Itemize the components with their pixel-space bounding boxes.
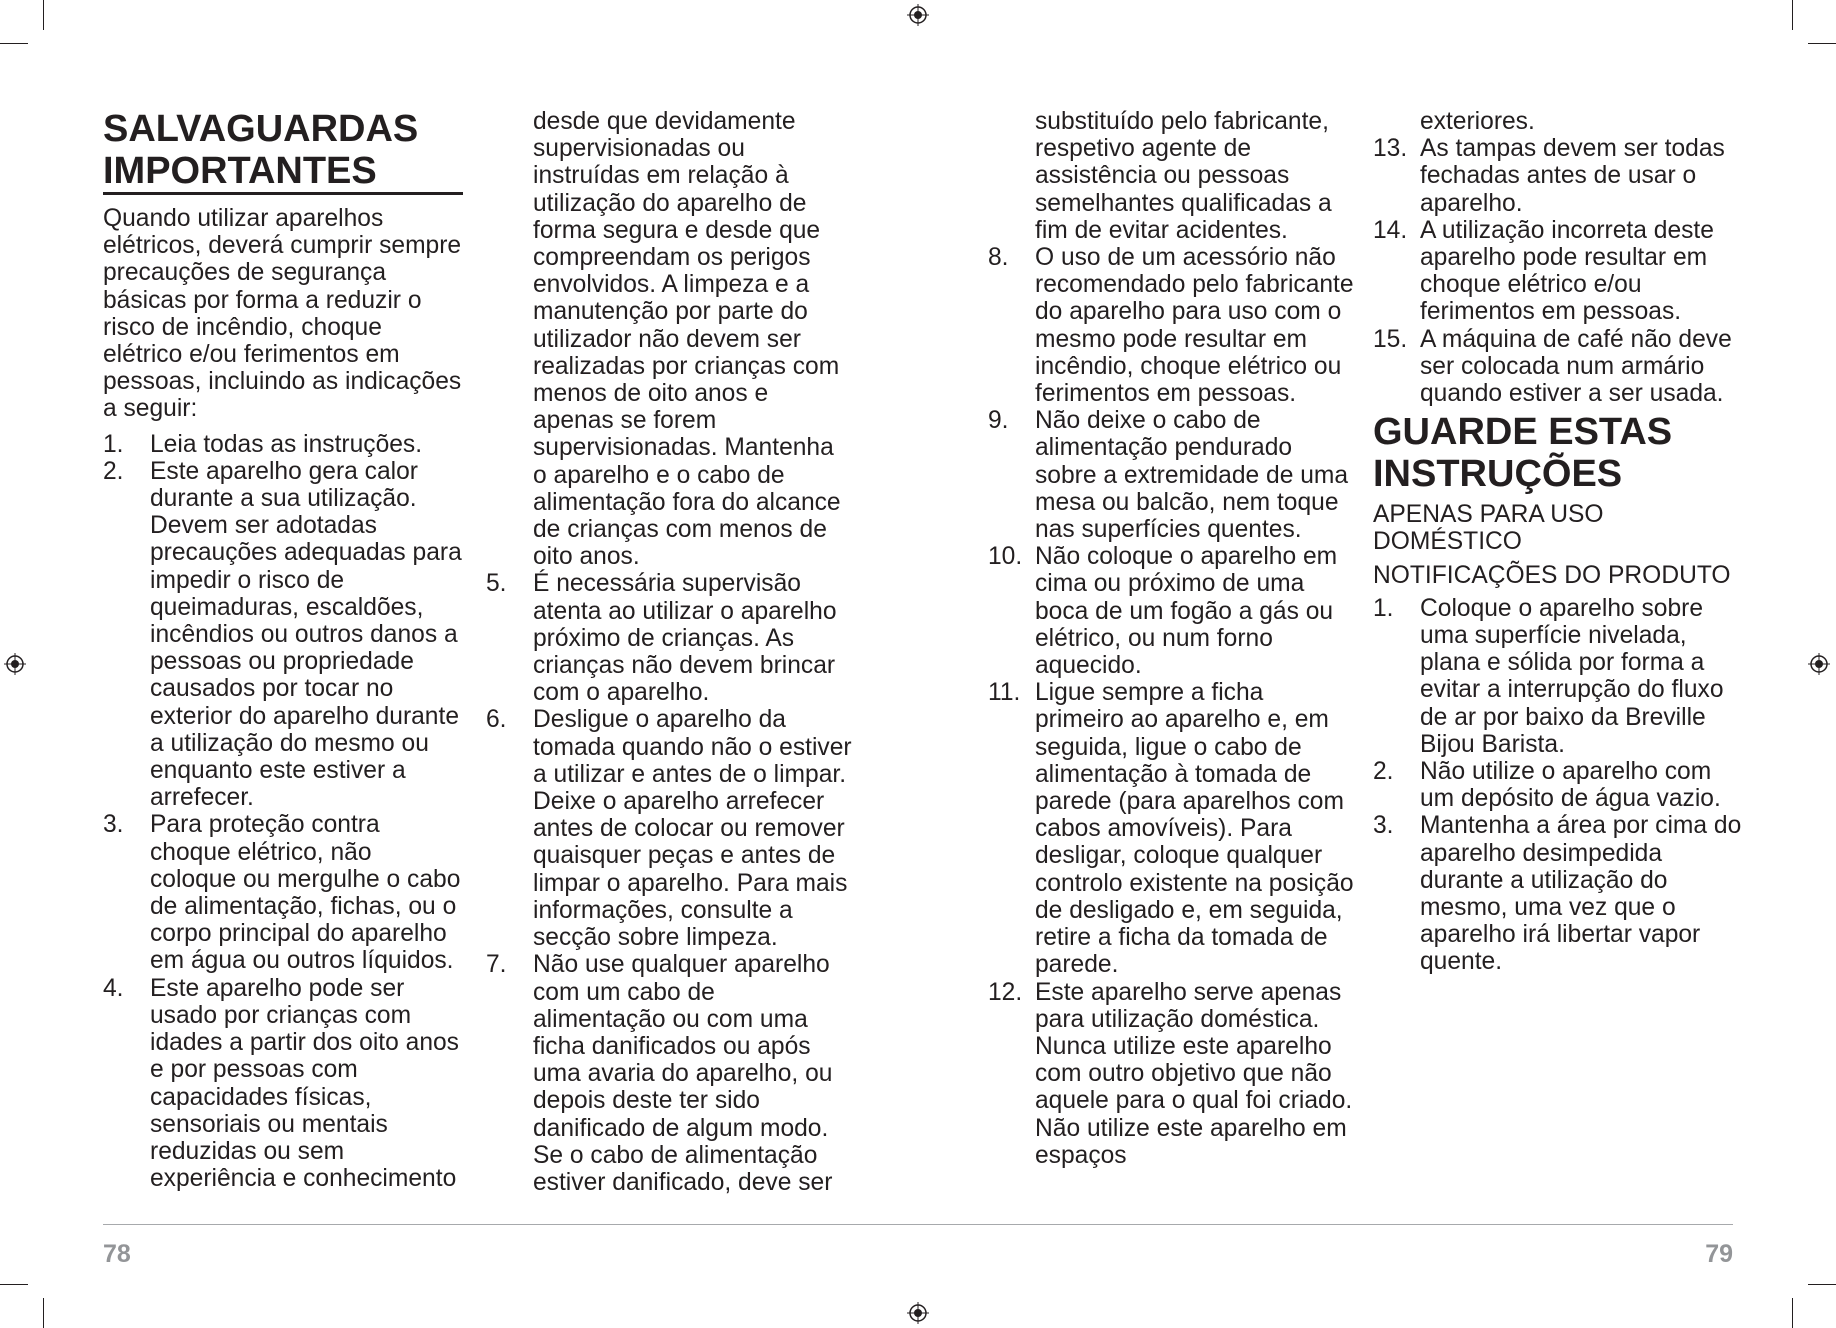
list-item: 4. Este aparelho pode ser usado por crianças com idades a partir dos oito anos e por pessoas com capacidades físicas, sensoriais ou mentais reduzidas ou sem experiência e conhecimento [103,974,459,1193]
safeguards-list-2 [486,570,852,1196]
list-item: 12. Este aparelho serve apenas para utilização doméstica. Nunca utilize este aparelho com outro objetivo que não aquele para o qual foi criado. Não utilize este aparelho em espaços [988,978,1353,1169]
intro-paragraph: Quando utilizar aparelhos elétricos, deverá cumprir sempre precauções de segurança básicas por forma a reduzir o risco de incêndio, choque elétrico e/ou ferimentos em pessoas, incluindo as indicações a seguir: [103,205,462,423]
safeguards-list [103,431,463,1193]
list-item: 7. Não use qualquer aparelho com um cabo de alimentação ou com uma ficha danificados ou após uma avaria do aparelho, ou depois deste ter sido danificado de algum modo. Se o cabo de alimentação estiver danificado, deve ser [486,951,833,1196]
product-notices-label: NOTIFICAÇÕES DO PRODUTO [1373,561,1731,589]
list-item: 2. Não utilize o aparelho com um depósito de água vazio. [1373,758,1721,813]
list-item: 13. As tampas devem ser todas fechadas antes de usar o aparelho. [1373,135,1725,217]
list-item: 15. A máquina de café não deve ser colocada num armário quando estiver a ser usada. [1373,325,1732,408]
save-instructions-heading: GUARDE ESTAS INSTRUÇÕES [1373,411,1673,496]
page-number-right: 79 [1705,1240,1733,1268]
registration-mark-icon [4,653,26,675]
crop-mark [43,1298,44,1328]
list-item: 11. Ligue sempre a ficha primeiro ao aparelho e, em seguida, ligue o cabo de alimentação à tomada de parede (para aparelhos com cabos amovíveis). Para desligar, coloque qualquer controlo existente na posição de desligado e, em seguida, retire a ficha da tomada de parede. [988,679,1354,979]
list-item: 14. A utilização incorreta deste aparelho pode resultar em choque elétrico e/ou ferimentos em pessoas. [1373,216,1714,326]
list-item: 8. O uso de um acessório não recomendado pelo fabricante do aparelho para uso com o mesmo pode resultar em incêndio, choque elétrico ou ferimentos em pessoas. [988,244,1354,408]
crop-mark [1792,0,1793,30]
page-number-left: 78 [103,1240,131,1268]
crop-mark [1792,1298,1793,1328]
page-title: SALVAGUARDAS IMPORTANTES [103,108,419,192]
list-item: 6. Desligue o aparelho da tomada quando não o estiver a utilizar e antes de o limpar. Deixe o aparelho arrefecer antes de colocar ou remover quaisquer peças e antes de limpar o aparelho. Para mais informações, consulte a secção sobre limpeza. [486,706,852,952]
list-item-continued: exteriores. [1420,108,1535,135]
list-item: 1. Leia todas as instruções. [103,430,423,458]
list-item: 2. Este aparelho gera calor durante a sua utilização. Devem ser adotadas precauções adequadas para impedir o risco de queimaduras, escaldões, incêndios ou outros danos a pessoas ou propriedade causados por tocar no exterior do aparelho durante a utilização do mesmo ou enquanto este estiver a arrefecer. [103,457,462,812]
list-item-continued: substituído pelo fabricante, respetivo agente de assistência ou pessoas semelhantes qualificadas a fim de evitar acidentes. [1035,108,1332,244]
list-item: 10. Não coloque o aparelho em cima ou próximo de uma boca de um fogão a gás ou elétrico, ou num forno aquecido. [988,543,1338,680]
safeguards-list-3 [988,244,1358,1169]
list-item: 3. Para proteção contra choque elétrico, não coloque ou mergulhe o cabo de alimentação, fichas, ou o corpo principal do aparelho em água ou outros líquidos. [103,811,461,975]
crop-mark [0,43,28,44]
crop-mark [43,0,44,30]
registration-mark-icon [907,4,929,26]
list-item: 9. Não deixe o cabo de alimentação pendurado sobre a extremidade de uma mesa ou balcão, nem toque nas superfícies quentes. [988,407,1349,544]
product-notices-list [1373,595,1743,976]
list-item: 1. Coloque o aparelho sobre uma superfície nivelada, plana e sólida por forma a evitar a interrupção do fluxo de ar por baixo da Breville Bijou Barista. [1373,594,1724,758]
household-use-label: APENAS PARA USO DOMÉSTICO [1373,501,1604,556]
crop-mark [1808,43,1836,44]
list-item: 5. É necessária supervisão atenta ao utilizar o aparelho próximo de crianças. As crianças não devem brincar com o aparelho. [486,570,837,707]
crop-mark [1808,1284,1836,1285]
column-3 [988,108,1358,1169]
list-item: 3. Mantenha a área por cima do aparelho desimpedida durante a utilização do mesmo, uma vez que o aparelho irá libertar vapor quente. [1373,812,1742,976]
footer-divider [103,1224,1733,1225]
registration-mark-icon [907,1302,929,1324]
list-item-continued: desde que devidamente supervisionadas ou instruídas em relação à utilização do aparelho de forma segura e desde que compreendam os perigos envolvidos. A limpeza e a manutenção por parte do utilizador não devem ser realizadas por crianças com menos de oito anos e apenas se forem supervisionadas. Mantenha o aparelho e o cabo de alimentação fora do alcance de crianças com menos de oito anos. [533,108,841,571]
crop-mark [0,1284,28,1285]
column-4 [1373,108,1743,976]
safeguards-list-4 [1373,135,1743,407]
title-block [103,108,463,195]
column-1 [103,108,463,1192]
registration-mark-icon [1808,653,1830,675]
column-2 [486,108,852,1196]
